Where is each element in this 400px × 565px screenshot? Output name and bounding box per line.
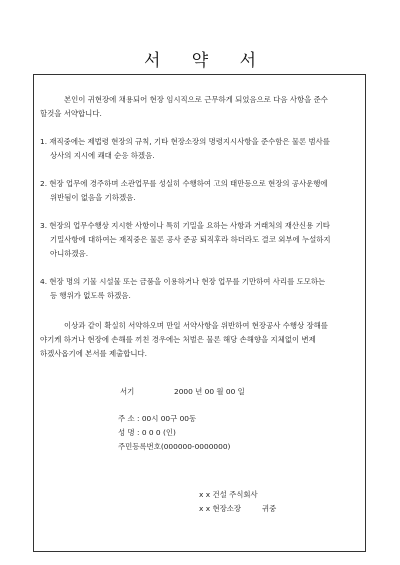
clause-3 — [40, 219, 362, 261]
clause-line: 2. 현장 업무에 경주하며 소관업무를 성실히 수행하여 고의 태만등으로 현장의 공사운행에 — [40, 179, 328, 188]
clause-line: 4. 현장 명의 기물 시설물 또는 금품을 이용하거나 현장 업무를 기만하여 사리를 도모하는 — [40, 277, 326, 286]
intro-line: 할것을 서약합니다. — [40, 109, 102, 118]
clause-line: 등 행위가 없도록 하겠음. — [50, 291, 131, 300]
recipient-manager: x x 현장소장 — [199, 504, 242, 513]
clause-line: 상사의 지시에 쾌대 순응 하겠음. — [50, 151, 155, 160]
name-line: 성 명 : 0 0 0 (인) — [118, 428, 176, 437]
clause-line: 아니하겠음. — [50, 249, 89, 258]
closing-paragraph — [40, 319, 362, 361]
date-value: 2000 년 00 월 00 일 — [174, 387, 245, 396]
clause-2 — [40, 177, 362, 205]
intro-paragraph — [40, 93, 362, 121]
id-number-line: 주민등록번호(000000-0000000) — [118, 442, 231, 451]
date-label: 서기 — [120, 387, 135, 396]
address-line: 주 소 : 00시 00구 00동 — [118, 414, 197, 423]
clause-1 — [40, 135, 362, 163]
clause-line: 위반됨이 없음을 기하겠음. — [50, 193, 136, 202]
recipient-suffix: 귀중 — [262, 504, 277, 513]
intro-line: 본인이 귀현장에 채용되어 현장 임시직으로 근무하게 되었음으로 다음 사항을 준수 — [64, 95, 328, 104]
recipient-company: x x 건설 주식회사 — [199, 490, 258, 499]
closing-line: 하겠사옵기에 본서를 제출합니다. — [40, 349, 148, 358]
closing-line: 야기케 하거나 현장에 손해를 끼친 경우에는 처벌은 물론 해당 손해향을 지체없이 변제 — [40, 335, 316, 344]
document-title: 서 약 서 — [143, 51, 257, 71]
clause-line: 기밀사항에 대하여는 재직중은 물론 공사 준공 퇴직후라 하더라도 결코 외부에 누설하지 — [50, 235, 331, 244]
closing-line: 이상과 같이 확실히 서약하오며 만일 서약사항을 위반하여 현장공사 수행상 장해를 — [64, 321, 328, 330]
clause-line: 3. 현장의 업무수행상 지시한 사항이나 특히 기밀을 요하는 사항과 거래처의 재산신용 기타 — [40, 221, 330, 230]
clause-line: 1. 재직중에는 제법령 현장의 규칙, 기타 현장소장의 명령지시사항을 준수함은 물론 범사를 — [40, 137, 330, 146]
clause-4 — [40, 275, 362, 303]
